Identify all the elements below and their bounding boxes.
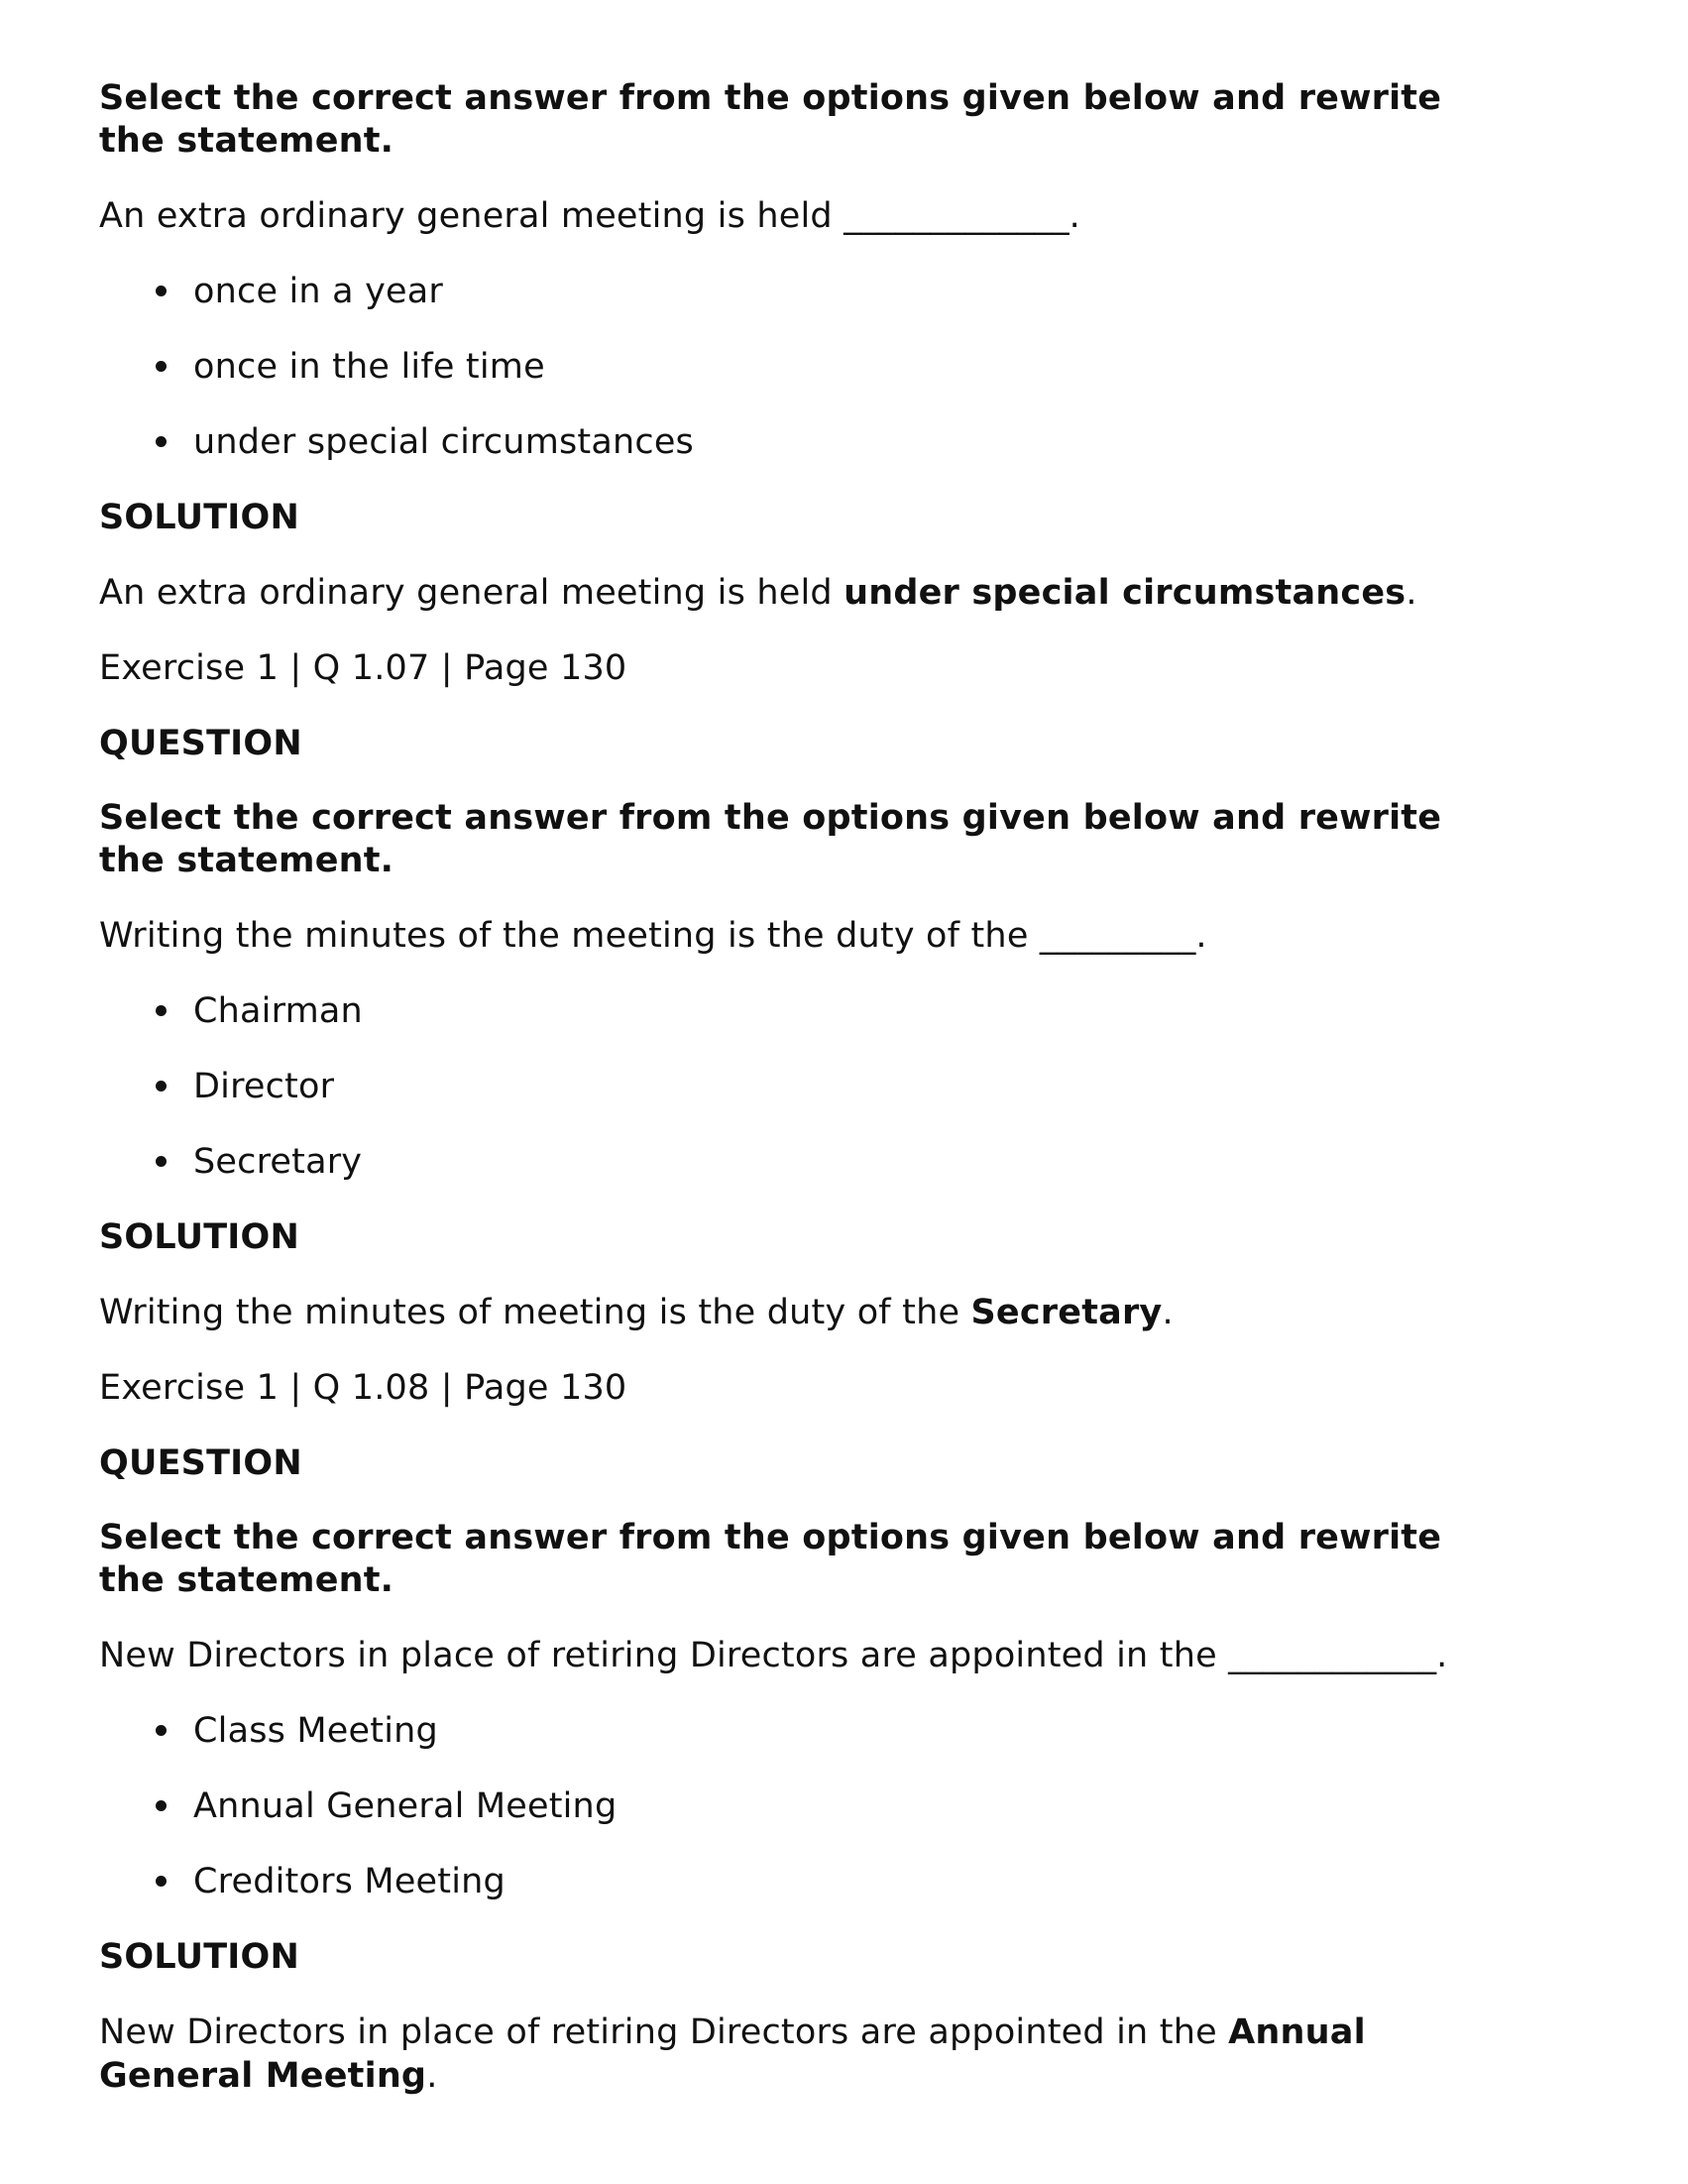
option-label: once in the life time [193, 347, 545, 387]
question-end: . [1436, 1636, 1448, 1675]
exercise-reference: Exercise 1 | Q 1.07 | Page 130 [99, 648, 627, 688]
option-label: under special circumstances [193, 422, 694, 462]
exercise-reference: Exercise 1 | Q 1.08 | Page 130 [99, 1368, 627, 1408]
solution-heading: SOLUTION [99, 1937, 299, 1977]
solution-pre: New Directors in place of retiring Directors are appointed in the [99, 2012, 1229, 2052]
question-heading: QUESTION [99, 724, 302, 763]
option-label: Annual General Meeting [193, 1786, 618, 1826]
solution-text [99, 2011, 1507, 2098]
solution-text [99, 571, 1507, 615]
document-page [99, 77, 1507, 2129]
solution-post: . [426, 2056, 438, 2096]
bullet-icon [156, 1876, 167, 1887]
solution-post: . [1406, 573, 1417, 613]
question-stem: Writing the minutes of the meeting is the duty of the [99, 916, 1040, 956]
option-item [99, 345, 1507, 389]
option-item [99, 1065, 1507, 1108]
option-label: Chairman [193, 991, 363, 1031]
option-label: Class Meeting [193, 1711, 438, 1751]
bullet-icon [156, 1725, 167, 1736]
option-item [99, 270, 1507, 313]
question-heading: QUESTION [99, 1443, 302, 1483]
solution-heading: SOLUTION [99, 498, 299, 537]
option-item [99, 1140, 1507, 1184]
bullet-icon [156, 286, 167, 296]
option-label: Director [193, 1067, 335, 1106]
bullet-icon [156, 1081, 167, 1092]
bullet-icon [156, 436, 167, 447]
question-end: . [1195, 916, 1207, 956]
option-item [99, 1784, 1507, 1828]
question-text [99, 914, 1507, 958]
instruction: Select the correct answer from the options given below and rewrite the statement. [99, 78, 1442, 161]
question-stem: An extra ordinary general meeting is held [99, 196, 844, 236]
solution-pre: An extra ordinary general meeting is held [99, 573, 844, 613]
question-end: . [1069, 196, 1080, 236]
instruction: Select the correct answer from the options given below and rewrite the statement. [99, 1518, 1442, 1600]
options-list [99, 989, 1507, 1184]
question-text [99, 194, 1507, 238]
option-label: once in a year [193, 272, 443, 311]
answer-blank: ____________ [1228, 1636, 1437, 1675]
question-text [99, 1634, 1507, 1677]
bullet-icon [156, 1005, 167, 1016]
solution-answer: Annual General Meeting [99, 2012, 1366, 2096]
solution-post: . [1162, 1293, 1174, 1332]
solution-heading: SOLUTION [99, 1217, 299, 1257]
option-item [99, 420, 1507, 464]
option-item [99, 989, 1507, 1033]
option-label: Creditors Meeting [193, 1862, 506, 1901]
solution-text [99, 1291, 1507, 1334]
option-item [99, 1860, 1507, 1903]
bullet-icon [156, 361, 167, 372]
instruction: Select the correct answer from the options given below and rewrite the statement. [99, 798, 1442, 880]
solution-answer: under special circumstances [844, 573, 1407, 613]
options-list [99, 270, 1507, 464]
answer-blank: _____________ [844, 196, 1069, 236]
option-item [99, 1709, 1507, 1753]
answer-blank: _________ [1039, 916, 1196, 956]
bullet-icon [156, 1156, 167, 1167]
question-stem: New Directors in place of retiring Directors are appointed in the [99, 1636, 1229, 1675]
option-label: Secretary [193, 1142, 363, 1182]
options-list [99, 1709, 1507, 1903]
solution-answer: Secretary [970, 1293, 1163, 1332]
solution-pre: Writing the minutes of meeting is the duty of the [99, 1293, 971, 1332]
bullet-icon [156, 1800, 167, 1811]
